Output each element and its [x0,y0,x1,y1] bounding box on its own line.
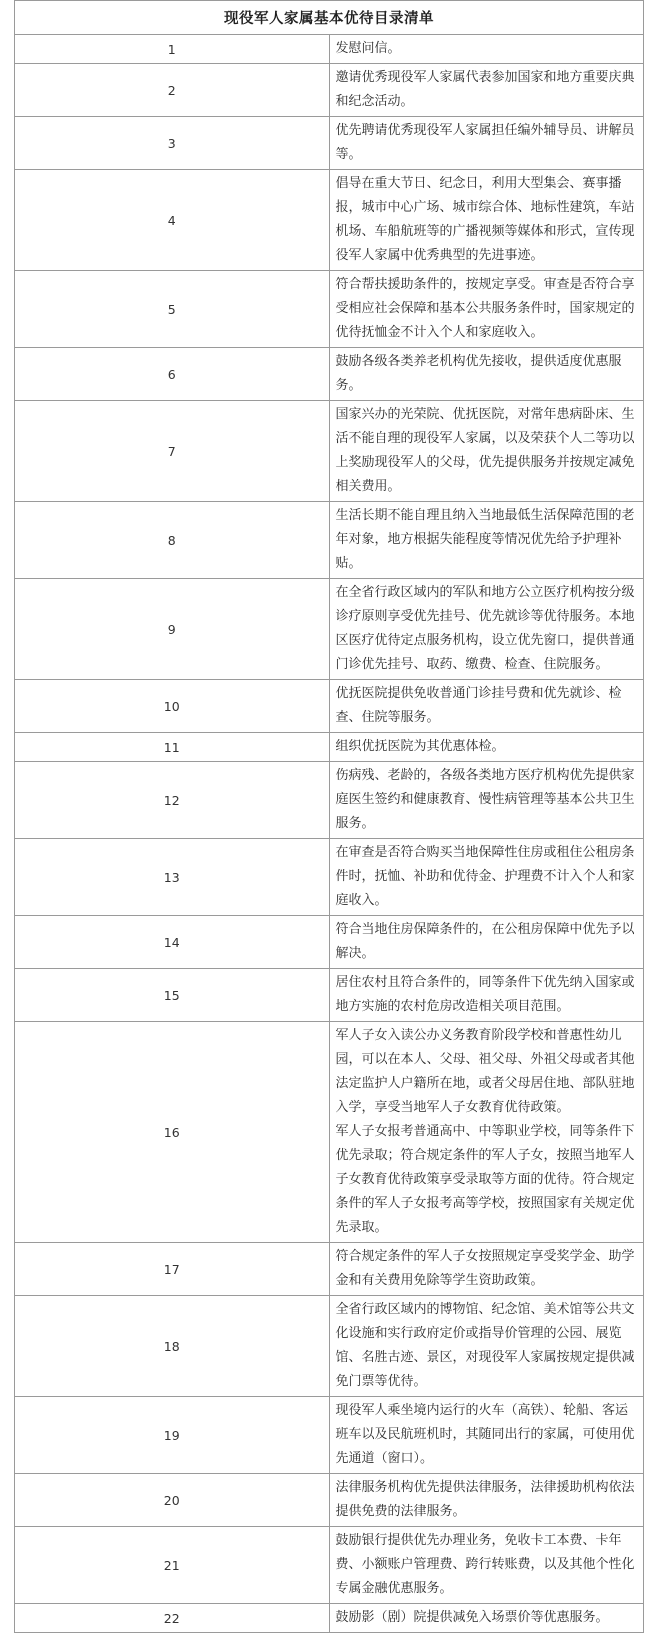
table-row [15,1604,644,1633]
row-text: 在审查是否符合购买当地保障性住房或租住公租房条件时，抚恤、补助和优待金、护理费不计入个人和家庭收入。 [335,845,635,908]
row-number: 2 [15,64,330,117]
row-content [329,916,644,969]
row-content [329,1474,644,1527]
row-number: 22 [15,1604,330,1633]
table-row [15,969,644,1022]
row-number: 4 [15,170,330,271]
row-content [329,1604,644,1633]
table-row [15,1296,644,1397]
row-number: 11 [15,733,330,762]
row-text: 符合规定条件的军人子女按照规定享受奖学金、助学金和有关费用免除等学生资助政策。 [335,1249,635,1288]
row-content [329,1397,644,1474]
row-text: 符合帮扶援助条件的，按规定享受。审查是否符合享受相应社会保障和基本公共服务条件时，国家规定的优待抚恤金不计入个人和家庭收入。 [335,277,635,340]
row-number: 20 [15,1474,330,1527]
table-row [15,733,644,762]
row-content [329,401,644,502]
row-text: 邀请优秀现役军人家属代表参加国家和地方重要庆典和纪念活动。 [335,70,635,109]
row-number: 8 [15,502,330,579]
row-content [329,680,644,733]
table-row [15,348,644,401]
row-content [329,733,644,762]
row-number: 17 [15,1243,330,1296]
row-content [329,271,644,348]
row-content [329,1296,644,1397]
table-row [15,762,644,839]
row-text: 倡导在重大节日、纪念日，利用大型集会、赛事播报，城市中心广场、城市综合体、地标性建筑，车站机场、车船航班等的广播视频等媒体和形式，宣传现役军人家属中优秀典型的先进事迹。 [335,176,635,263]
table-row [15,1527,644,1604]
row-number: 13 [15,839,330,916]
table-row [15,35,644,64]
row-number: 3 [15,117,330,170]
row-text: 优抚医院提供免收普通门诊挂号费和优先就诊、检查、住院等服务。 [335,686,622,725]
row-number: 15 [15,969,330,1022]
row-content [329,839,644,916]
benefits-table [14,0,644,1633]
row-number: 5 [15,271,330,348]
row-text: 伤病残、老龄的，各级各类地方医疗机构优先提供家庭医生签约和健康教育、慢性病管理等基本公共卫生服务。 [335,768,635,831]
row-text: 组织优抚医院为其优惠体检。 [335,739,505,754]
row-number: 7 [15,401,330,502]
row-content [329,762,644,839]
row-number: 10 [15,680,330,733]
row-content [329,117,644,170]
table-row [15,271,644,348]
table-title: 现役军人家属基本优待目录清单 [15,1,644,35]
row-number: 9 [15,579,330,680]
row-number: 18 [15,1296,330,1397]
row-content [329,170,644,271]
row-text: 鼓励银行提供优先办理业务，免收卡工本费、卡年费、小额账户管理费、跨行转账费，以及其他个性化专属金融优惠服务。 [335,1533,635,1596]
row-number: 12 [15,762,330,839]
row-text: 生活长期不能自理且纳入当地最低生活保障范围的老年对象，地方根据失能程度等情况优先给予护理补贴。 [335,508,635,571]
table-row [15,579,644,680]
row-text: 法律服务机构优先提供法律服务，法律援助机构依法提供免费的法律服务。 [335,1480,635,1519]
row-text: 鼓励各级各类养老机构优先接收，提供适度优惠服务。 [335,354,622,393]
row-number: 1 [15,35,330,64]
table-row [15,1022,644,1243]
table-row [15,680,644,733]
row-content [329,502,644,579]
table-row [15,117,644,170]
row-content [329,1022,644,1243]
row-text: 军人子女入读公办义务教育阶段学校和普惠性幼儿园，可以在本人、父母、祖父母、外祖父母或者其他法定监护人户籍所在地，或者父母居住地、部队驻地入学，享受当地军人子女教育优待政策。 [335,1028,635,1115]
row-text: 鼓励影（剧）院提供减免入场票价等优惠服务。 [335,1610,609,1625]
table-row [15,1397,644,1474]
row-content [329,348,644,401]
table-row [15,170,644,271]
row-content [329,64,644,117]
row-text: 居住农村且符合条件的，同等条件下优先纳入国家或地方实施的农村危房改造相关项目范围。 [335,975,635,1014]
row-number: 6 [15,348,330,401]
row-text-secondary: 军人子女报考普通高中、中等职业学校，同等条件下优先录取；符合规定条件的军人子女，按照当地军人子女教育优待政策享受录取等方面的优待。符合规定条件的军人子女报考高等学校，按照国家有关规定优先录取。 [335,1124,635,1235]
row-text: 国家兴办的光荣院、优抚医院，对常年患病卧床、生活不能自理的现役军人家属，以及荣获个人二等功以上奖励现役军人的父母，优先提供服务并按规定减免相关费用。 [335,407,635,494]
row-content [329,579,644,680]
row-text: 现役军人乘坐境内运行的火车（高铁）、轮船、客运班车以及民航班机时，其随同出行的家属，可使用优先通道（窗口）。 [335,1403,635,1466]
row-text: 优先聘请优秀现役军人家属担任编外辅导员、讲解员等。 [335,123,635,162]
row-number: 21 [15,1527,330,1604]
table-row [15,401,644,502]
row-content [329,35,644,64]
row-text: 发慰问信。 [335,41,401,56]
table-row [15,502,644,579]
row-text: 在全省行政区域内的军队和地方公立医疗机构按分级诊疗原则享受优先挂号、优先就诊等优待服务。本地区医疗优待定点服务机构，设立优先窗口，提供普通门诊优先挂号、取药、缴费、检查、住院服务。 [335,585,635,672]
row-content [329,1527,644,1604]
table-row [15,839,644,916]
row-number: 14 [15,916,330,969]
table-row [15,1243,644,1296]
row-text: 全省行政区域内的博物馆、纪念馆、美术馆等公共文化设施和实行政府定价或指导价管理的公园、展览馆、名胜古迹、景区，对现役军人家属按规定提供减免门票等优待。 [335,1302,635,1389]
table-title-row [15,1,644,35]
table-row [15,64,644,117]
table-row [15,1474,644,1527]
row-number: 19 [15,1397,330,1474]
row-number: 16 [15,1022,330,1243]
row-content [329,1243,644,1296]
row-text: 符合当地住房保障条件的，在公租房保障中优先予以解决。 [335,922,635,961]
table-row [15,916,644,969]
row-content [329,969,644,1022]
